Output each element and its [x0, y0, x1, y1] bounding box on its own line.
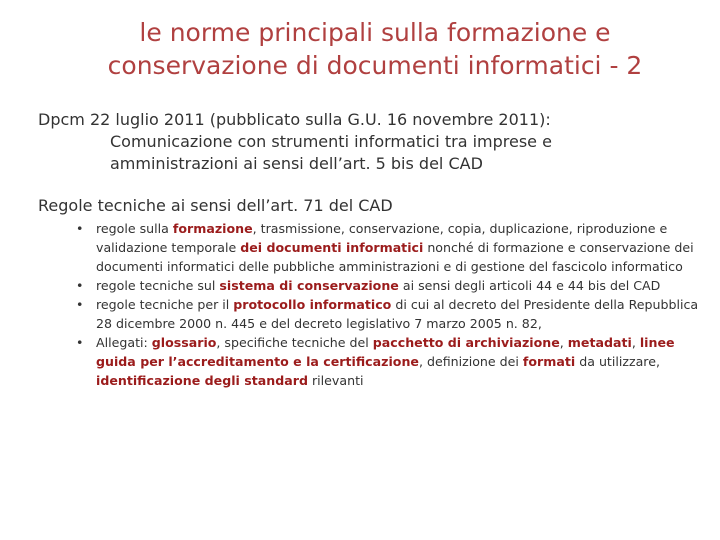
dpcm-line-2: Comunicazione con strumenti informatici tra imprese e	[110, 132, 552, 151]
bullet-dot-icon: •	[76, 278, 84, 293]
bullet-text: , specifiche tecniche del	[216, 335, 373, 350]
highlight-sistema-conservazione: sistema di conservazione	[219, 278, 399, 293]
bullet-item-protocollo	[76, 295, 706, 333]
bullet-dot-icon: •	[76, 335, 84, 350]
bullet-text: ,	[631, 335, 640, 350]
bullet-item-conservazione	[76, 276, 706, 295]
bullet-text: , definizione dei	[418, 354, 523, 369]
highlight-pacchetto-archiviazione: pacchetto di archiviazione	[372, 335, 560, 350]
highlight-metadati: metadati	[567, 335, 632, 350]
highlight-linee-guida: linee guida per l’accreditamento e la certificazione	[96, 335, 675, 369]
highlight-formazione: formazione	[172, 221, 253, 236]
highlight-protocollo-informatico: protocollo informatico	[233, 297, 392, 312]
bullet-item-formazione	[76, 219, 706, 276]
bullet-text: di cui al decreto del Presidente della Repubblica 28 dicembre 2000 n. 445 e del decreto legislativo 7 marzo 2005 n. 82,	[96, 297, 699, 331]
regole-bullet-list	[76, 219, 706, 390]
bullet-text: rilevanti	[307, 373, 364, 388]
slide-title	[40, 16, 710, 82]
dpcm-line-3: amministrazioni ai sensi dell’art. 5 bis del CAD	[110, 154, 483, 173]
bullet-text: Allegati:	[96, 335, 152, 350]
dpcm-paragraph	[38, 109, 698, 175]
title-line-2: conservazione di documenti informatici - 2	[107, 51, 643, 80]
bullet-text: regole sulla	[96, 221, 173, 236]
bullet-text: regole tecniche per il	[96, 297, 234, 312]
bullet-text: da utilizzare,	[575, 354, 660, 369]
bullet-text: ai sensi degli articoli 44 e 44 bis del CAD	[398, 278, 661, 293]
highlight-documenti-informatici: dei documenti informatici	[240, 240, 424, 255]
bullet-dot-icon: •	[76, 297, 84, 312]
highlight-glossario: glossario	[151, 335, 217, 350]
highlight-identificazione-standard: identificazione degli standard	[96, 373, 308, 388]
bullet-text: regole tecniche sul	[96, 278, 220, 293]
dpcm-line-1: Dpcm 22 luglio 2011 (pubblicato sulla G.U. 16 novembre 2011):	[38, 110, 551, 129]
regole-heading: Regole tecniche ai sensi dell’art. 71 del CAD	[38, 196, 393, 215]
bullet-item-allegati	[76, 333, 706, 390]
highlight-formati: formati	[522, 354, 576, 369]
bullet-text: nonché di formazione e conservazione dei documenti informatici delle pubbliche amministrazioni e di gestione del fascicolo informatico	[96, 240, 694, 274]
title-line-1: le norme principali sulla formazione e	[139, 18, 611, 47]
bullet-text: , trasmissione, conservazione, copia, duplicazione, riproduzione e validazione temporale	[96, 221, 668, 255]
bullet-dot-icon: •	[76, 221, 84, 236]
bullet-text: ,	[559, 335, 568, 350]
